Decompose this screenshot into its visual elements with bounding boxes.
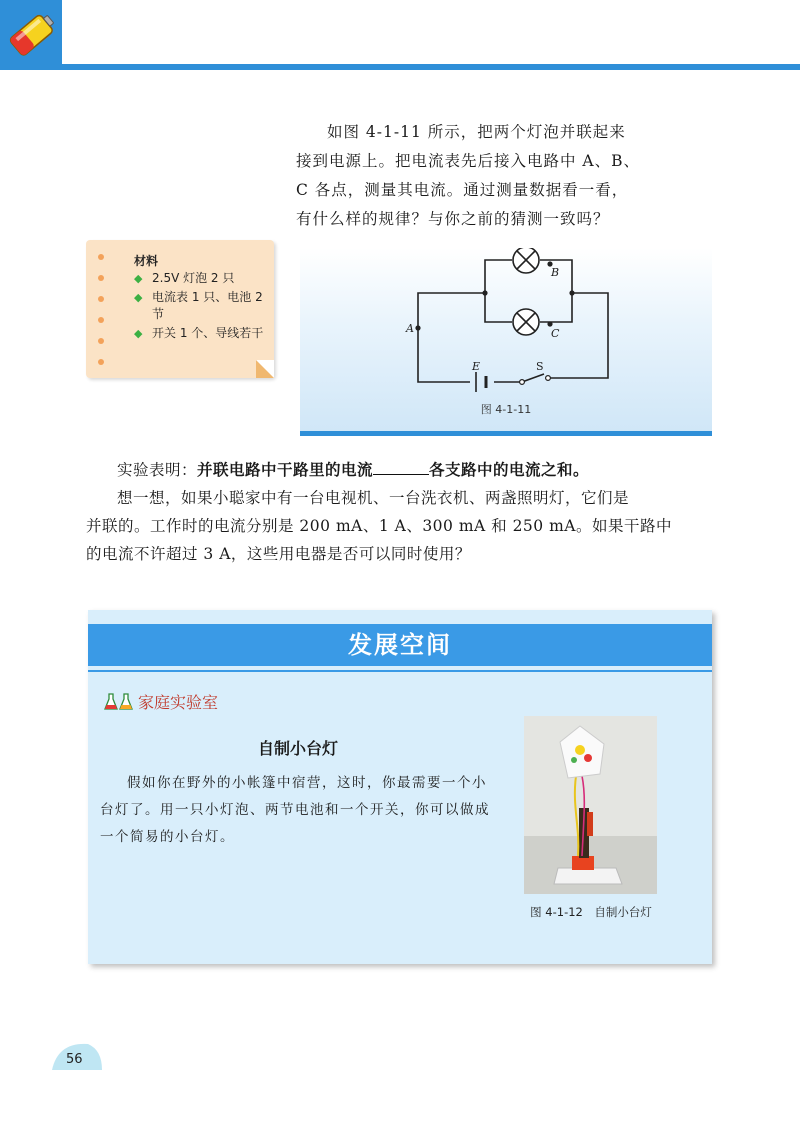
lamp-description bbox=[100, 770, 500, 851]
think-line: 想一想，如果小聪家中有一台电视机、一台洗衣机、两盏照明灯，它们是 bbox=[117, 489, 630, 507]
point-a-label: A bbox=[406, 322, 414, 335]
materials-title: 材料 bbox=[134, 254, 159, 268]
intro-line: 如图 4-1-11 所示，把两个灯泡并联起来 bbox=[327, 123, 626, 141]
think-line: 的电流不许超过 3 A，这些用电器是否可以同时使用？ bbox=[86, 545, 471, 563]
point-b-label: B bbox=[551, 266, 560, 279]
experiment-conclusion bbox=[86, 456, 718, 484]
intro-paragraph bbox=[296, 118, 696, 234]
conclusion-text-2: 各支路中的电流之和。 bbox=[429, 461, 590, 479]
materials-list bbox=[134, 270, 264, 344]
materials-note bbox=[86, 240, 274, 378]
circuit-figure bbox=[300, 248, 712, 436]
materials-item: ◆ 电流表 1 只、电池 2 节 bbox=[134, 289, 264, 323]
figure-caption: 图 4-1-11 bbox=[480, 403, 532, 416]
chapter-tab bbox=[0, 0, 62, 70]
think-line: 并联的。工作时的电流分别是 200 mA、1 A、300 mA 和 250 mA。如果干路中 bbox=[86, 517, 672, 535]
home-lab-label: 家庭实验室 bbox=[138, 693, 219, 712]
lamp-heading: 自制小台灯 bbox=[257, 739, 338, 758]
materials-item: ◆ 2.5V 灯泡 2 只 bbox=[134, 270, 264, 287]
battery-e-label: E bbox=[472, 360, 481, 373]
intro-line: 接到电源上。把电流表先后接入电路中 A、B、 bbox=[296, 152, 641, 170]
page-number: 56 bbox=[66, 1052, 83, 1067]
desk-lamp-image bbox=[524, 716, 657, 894]
header-bar bbox=[62, 64, 800, 70]
battery-icon bbox=[4, 6, 60, 66]
point-c-label: C bbox=[551, 327, 560, 340]
development-header: 发展空间 bbox=[88, 624, 712, 666]
intro-line: C 各点，测量其电流。通过测量数据看一看， bbox=[296, 181, 629, 199]
conclusion-prefix: 实验表明： bbox=[117, 461, 198, 479]
flask-icon bbox=[104, 693, 134, 711]
think-paragraph bbox=[86, 484, 718, 568]
circuit-diagram bbox=[300, 248, 712, 398]
development-space-box bbox=[88, 610, 712, 964]
note-binding-dots bbox=[98, 254, 106, 380]
header-rule bbox=[88, 670, 712, 672]
page-fold-corner bbox=[256, 360, 274, 378]
desk-lamp-photo bbox=[524, 716, 657, 894]
conclusion-text-1: 并联电路中干路里的电流 bbox=[197, 461, 374, 479]
home-lab-title bbox=[104, 690, 218, 713]
photo-caption: 图 4-1-12 自制小台灯 bbox=[530, 905, 652, 919]
materials-item: ◆ 开关 1 个、导线若干 bbox=[134, 325, 264, 342]
lamp-paragraph: 假如你在野外的小帐篷中宿营，这时，你最需要一个小台灯了。用一只小灯泡、两节电池和一个开关，你可以做成一个简易的小台灯。 bbox=[100, 775, 490, 845]
switch-s-label: S bbox=[536, 360, 544, 373]
intro-line: 有什么样的规律？与你之前的猜测一致吗？ bbox=[296, 210, 610, 228]
page-number-badge bbox=[48, 1040, 104, 1072]
figure-bottom-rule bbox=[300, 431, 712, 436]
fill-blank[interactable] bbox=[373, 458, 429, 475]
